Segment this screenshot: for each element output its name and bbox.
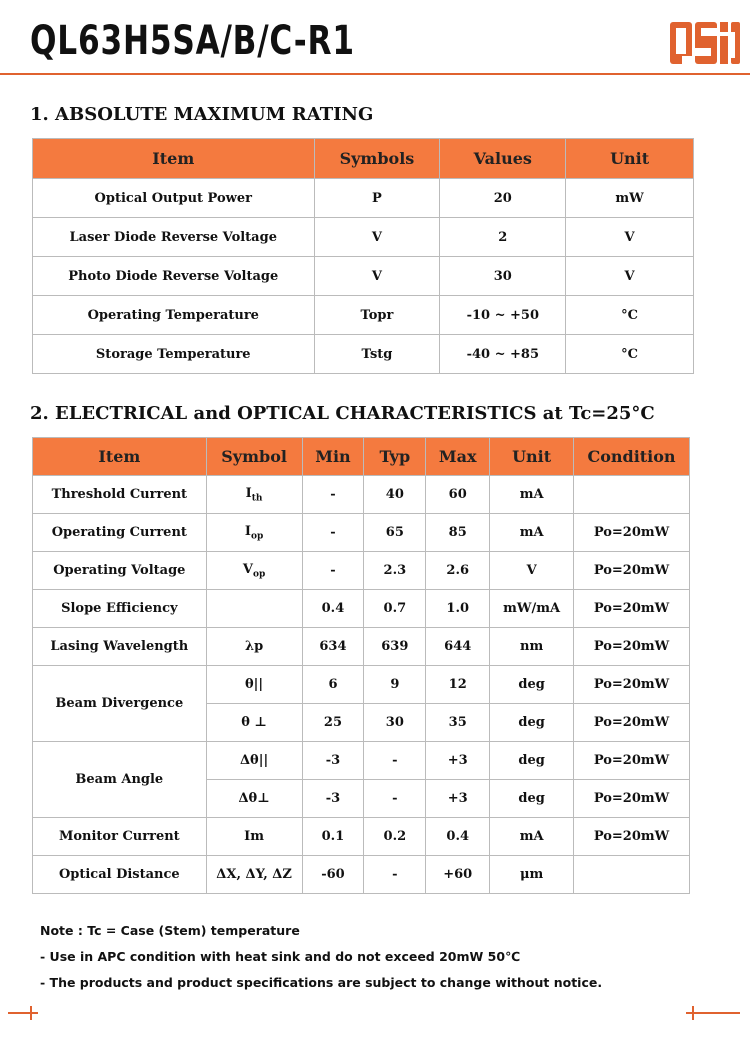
corner-mark-right [686, 1006, 740, 1020]
unit-cell: nm [490, 628, 574, 666]
max-cell: 12 [426, 666, 490, 704]
value-cell: 20 [440, 179, 566, 218]
col-condition: Condition [574, 438, 690, 476]
col-typ: Typ [364, 438, 426, 476]
typ-cell: 40 [364, 476, 426, 514]
min-cell: - [302, 476, 364, 514]
condition-cell: Po=20mW [574, 780, 690, 818]
unit-cell: mW/mA [490, 590, 574, 628]
condition-cell: Po=20mW [574, 590, 690, 628]
unit-cell: °C [566, 335, 694, 374]
symbol-main: I [245, 485, 252, 501]
table-header-row [33, 139, 694, 179]
col-max: Max [426, 438, 490, 476]
item-cell: Slope Efficiency [33, 590, 207, 628]
max-cell: +60 [426, 856, 490, 894]
max-cell: 2.6 [426, 552, 490, 590]
item-cell: Photo Diode Reverse Voltage [33, 257, 315, 296]
col-values: Values [440, 139, 566, 179]
symbol-subscript: th [251, 493, 263, 504]
value-cell: 30 [440, 257, 566, 296]
col-unit: Unit [566, 139, 694, 179]
condition-cell: Po=20mW [574, 742, 690, 780]
unit-cell: mA [490, 514, 574, 552]
table-row [33, 335, 694, 374]
condition-cell: Po=20mW [574, 514, 690, 552]
note-line: - The products and product specifications are subject to change without notice. [40, 975, 603, 990]
unit-cell: V [490, 552, 574, 590]
unit-cell: mA [490, 476, 574, 514]
section-title-characteristics: 2. ELECTRICAL and OPTICAL CHARACTERISTICS at Tc=25°C [30, 403, 655, 424]
table-row [33, 296, 694, 335]
symbol-cell: θ ⊥ [206, 704, 302, 742]
table-row-beam-divergence-parallel [33, 666, 690, 704]
condition-cell: Po=20mW [574, 628, 690, 666]
min-cell: -3 [302, 742, 364, 780]
unit-cell: mW [566, 179, 694, 218]
condition-cell [574, 856, 690, 894]
item-cell: Storage Temperature [33, 335, 315, 374]
typ-cell: - [364, 780, 426, 818]
symbol-subscript: op [250, 531, 264, 542]
max-cell: 1.0 [426, 590, 490, 628]
item-cell: Operating Voltage [33, 552, 207, 590]
condition-cell: Po=20mW [574, 666, 690, 704]
electrical-optical-characteristics-table [32, 437, 690, 894]
symbol-cell: V [314, 257, 440, 296]
condition-cell: Po=20mW [574, 704, 690, 742]
min-cell: 634 [302, 628, 364, 666]
typ-cell: - [364, 742, 426, 780]
symbol-cell [206, 514, 302, 552]
table-row [33, 179, 694, 218]
unit-cell: deg [490, 666, 574, 704]
symbol-cell: Topr [314, 296, 440, 335]
typ-cell: 0.2 [364, 818, 426, 856]
symbol-cell: λp [206, 628, 302, 666]
table-row-monitor-current [33, 818, 690, 856]
corner-mark-left [8, 1006, 38, 1020]
table-row [33, 257, 694, 296]
item-cell: Threshold Current [33, 476, 207, 514]
typ-cell: 30 [364, 704, 426, 742]
min-cell: - [302, 552, 364, 590]
symbol-cell: Δθ|| [206, 742, 302, 780]
table-row-operating-current [33, 514, 690, 552]
item-cell: Lasing Wavelength [33, 628, 207, 666]
note-line: - Use in APC condition with heat sink and do not exceed 20mW 50℃ [40, 949, 521, 964]
typ-cell: 0.7 [364, 590, 426, 628]
table-row-operating-voltage [33, 552, 690, 590]
item-cell: Optical Output Power [33, 179, 315, 218]
col-unit: Unit [490, 438, 574, 476]
col-symbols: Symbols [314, 139, 440, 179]
typ-cell: 2.3 [364, 552, 426, 590]
max-cell: 0.4 [426, 818, 490, 856]
notes-block [40, 918, 602, 996]
min-cell: -60 [302, 856, 364, 894]
table-row-optical-distance [33, 856, 690, 894]
symbol-cell: θ|| [206, 666, 302, 704]
note-line: Note : Tc = Case (Stem) temperature [40, 923, 300, 938]
condition-cell [574, 476, 690, 514]
symbol-cell: V [314, 218, 440, 257]
section-title-absolute-max: 1. ABSOLUTE MAXIMUM RATING [30, 104, 374, 125]
min-cell: 0.1 [302, 818, 364, 856]
absolute-maximum-rating-table [32, 138, 694, 374]
col-item: Item [33, 139, 315, 179]
table-row-beam-angle-parallel [33, 742, 690, 780]
max-cell: +3 [426, 742, 490, 780]
min-cell: 0.4 [302, 590, 364, 628]
min-cell: 25 [302, 704, 364, 742]
col-item: Item [33, 438, 207, 476]
unit-cell: V [566, 218, 694, 257]
unit-cell: μm [490, 856, 574, 894]
item-cell: Monitor Current [33, 818, 207, 856]
symbol-cell: Tstg [314, 335, 440, 374]
value-cell: 2 [440, 218, 566, 257]
header-divider [0, 73, 750, 75]
table-row-lasing-wavelength [33, 628, 690, 666]
unit-cell: V [566, 257, 694, 296]
min-cell: - [302, 514, 364, 552]
typ-cell: - [364, 856, 426, 894]
col-symbol: Symbol [206, 438, 302, 476]
item-cell: Beam Divergence [33, 666, 207, 742]
min-cell: 6 [302, 666, 364, 704]
symbol-cell [206, 590, 302, 628]
table-header-row [33, 438, 690, 476]
max-cell: 60 [426, 476, 490, 514]
item-cell: Laser Diode Reverse Voltage [33, 218, 315, 257]
condition-cell: Po=20mW [574, 552, 690, 590]
symbol-main: V [242, 561, 253, 577]
table-row-threshold-current [33, 476, 690, 514]
item-cell: Operating Temperature [33, 296, 315, 335]
max-cell: 35 [426, 704, 490, 742]
table-row-slope-efficiency [33, 590, 690, 628]
document-title: QL63H5SA/B/C-R1 [30, 18, 355, 64]
table-row [33, 218, 694, 257]
unit-cell: deg [490, 780, 574, 818]
typ-cell: 65 [364, 514, 426, 552]
item-cell: Beam Angle [33, 742, 207, 818]
qsi-logo [668, 18, 742, 68]
unit-cell: deg [490, 704, 574, 742]
unit-cell: °C [566, 296, 694, 335]
value-cell: -40 ~ +85 [440, 335, 566, 374]
symbol-cell: ΔX, ΔY, ΔZ [206, 856, 302, 894]
symbol-cell [206, 476, 302, 514]
col-min: Min [302, 438, 364, 476]
unit-cell: deg [490, 742, 574, 780]
typ-cell: 9 [364, 666, 426, 704]
item-cell: Optical Distance [33, 856, 207, 894]
symbol-cell: Im [206, 818, 302, 856]
max-cell: 644 [426, 628, 490, 666]
condition-cell: Po=20mW [574, 818, 690, 856]
unit-cell: mA [490, 818, 574, 856]
value-cell: -10 ~ +50 [440, 296, 566, 335]
symbol-subscript: op [252, 569, 266, 580]
symbol-cell: Δθ⊥ [206, 780, 302, 818]
max-cell: 85 [426, 514, 490, 552]
symbol-cell [206, 552, 302, 590]
symbol-cell: P [314, 179, 440, 218]
min-cell: -3 [302, 780, 364, 818]
item-cell: Operating Current [33, 514, 207, 552]
symbol-main: I [244, 523, 251, 539]
typ-cell: 639 [364, 628, 426, 666]
max-cell: +3 [426, 780, 490, 818]
